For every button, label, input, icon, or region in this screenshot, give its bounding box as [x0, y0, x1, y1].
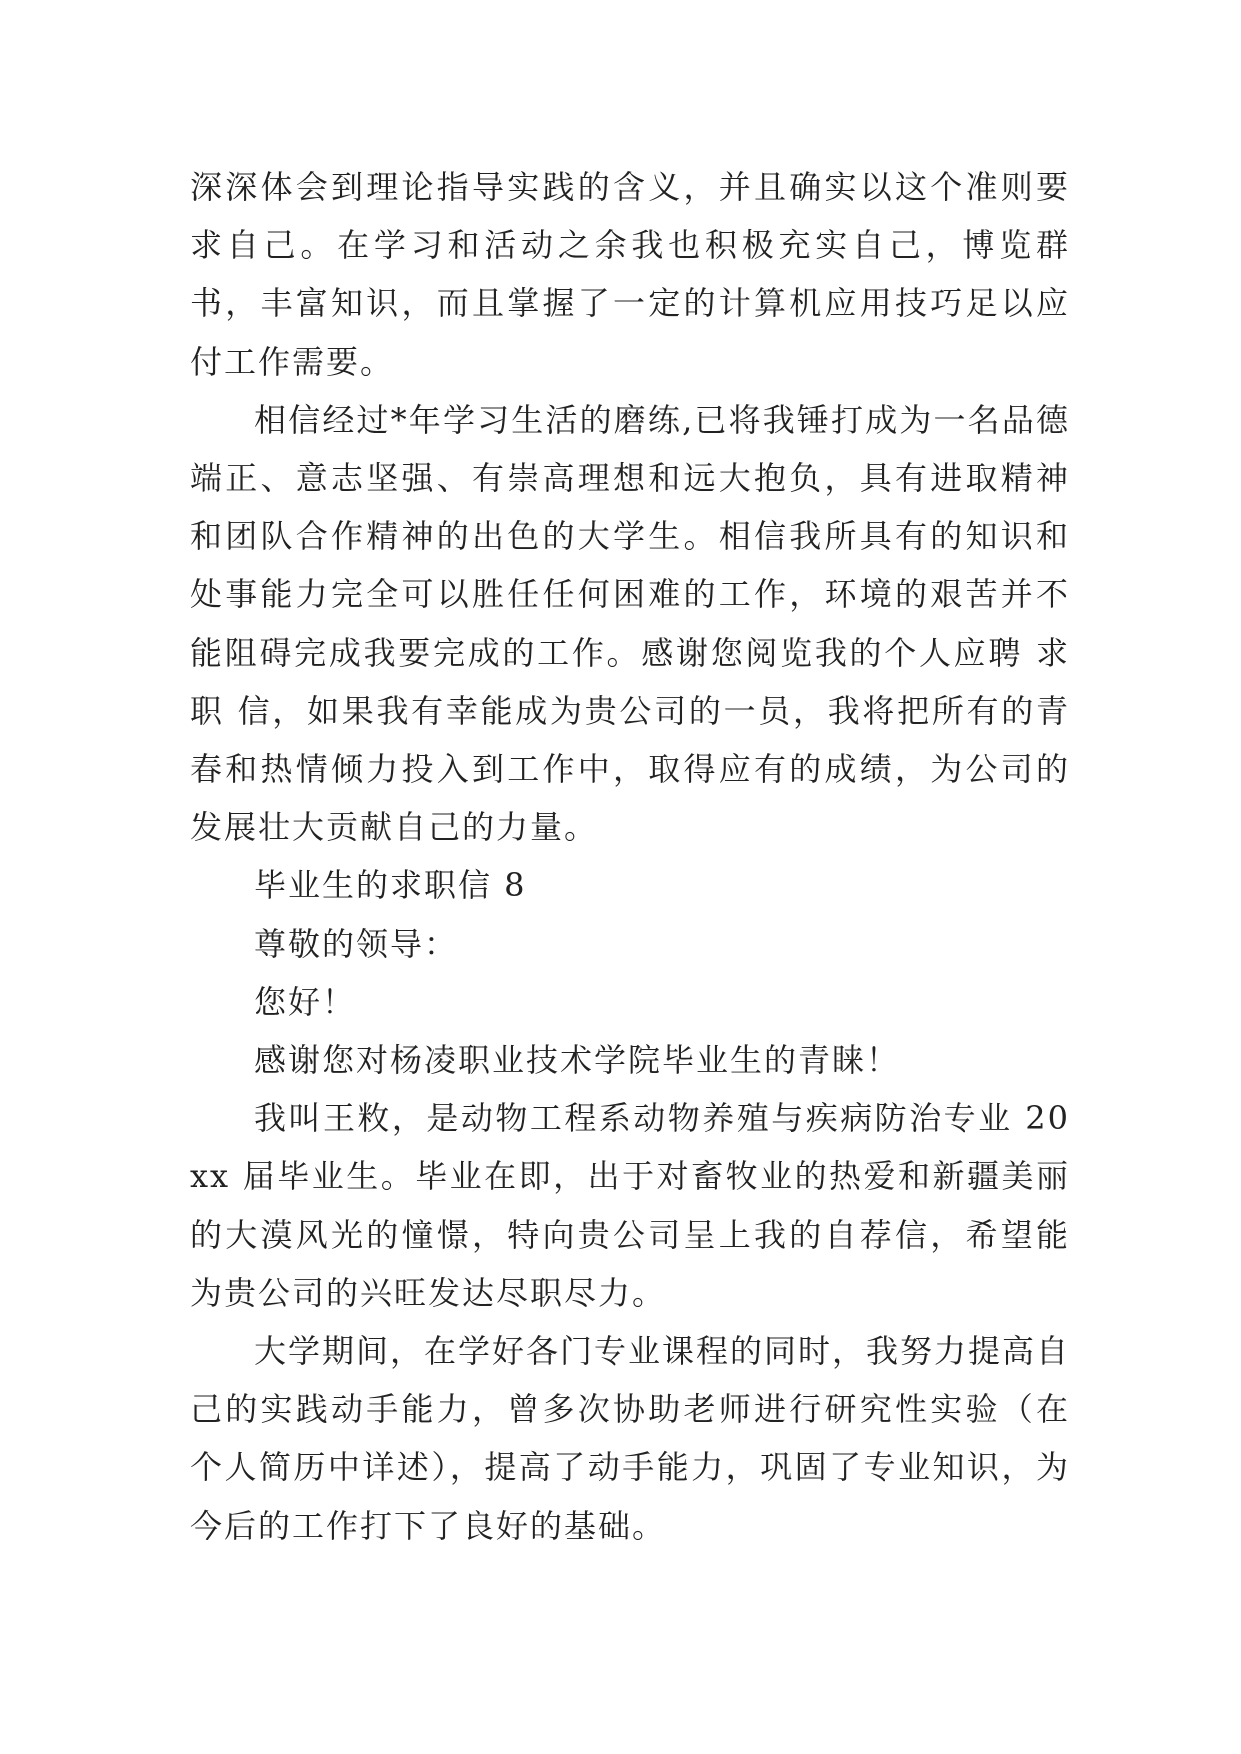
letter-heading: 毕业生的求职信 8 [254, 866, 527, 905]
paragraph-thanks: 感谢您对杨凌职业技术学院毕业生的青睐！ [254, 1041, 901, 1080]
paragraph-practice-theory: 深深体会到理论指导实践的含义，并且确实以这个准则要求自己。在学习和活动之余我也积极充实自己，博览群书，丰富知识，而且掌握了一定的计算机应用技巧足以应付工作需要。 [190, 168, 1070, 381]
greeting: 您好！ [254, 982, 357, 1021]
paragraph-university: 大学期间，在学好各门专业课程的同时，我努力提高自己的实践动手能力，曾多次协助老师进行研究性实验（在个人简历中详述），提高了动手能力，巩固了专业知识，为今后的工作打下了良好的基础。 [190, 1332, 1071, 1545]
paragraph-self-assessment: 相信经过*年学习生活的磨练,已将我锤打成为一名品德端正、意志坚强、有崇高理想和远大抱负，具有进取精神和团队合作精神的出色的大学生。相信我所具有的知识和处事能力完全可以胜任任何困难的工作，环境的艰苦并不能阻碍完成我要完成的工作。感谢您阅览我的个人应聘 求职 信，如果我有幸能成为贵公司的一员，我将把所有的青春和热情倾力投入到工作中，取得应有的成绩，为公司的发展壮大贡献自己的力量。 [190, 400, 1070, 847]
paragraph-introduction: 我叫王敉，是动物工程系动物养殖与疾病防治专业 20xx 届毕业生。毕业在即，出于对畜牧业的热爱和新疆美丽的大漠风光的憧憬，特向贵公司呈上我的自荐信，希望能为贵公司的兴旺发达尽职尽力。 [190, 1099, 1070, 1312]
salutation: 尊敬的领导： [254, 924, 459, 963]
document-body [190, 158, 1070, 1555]
